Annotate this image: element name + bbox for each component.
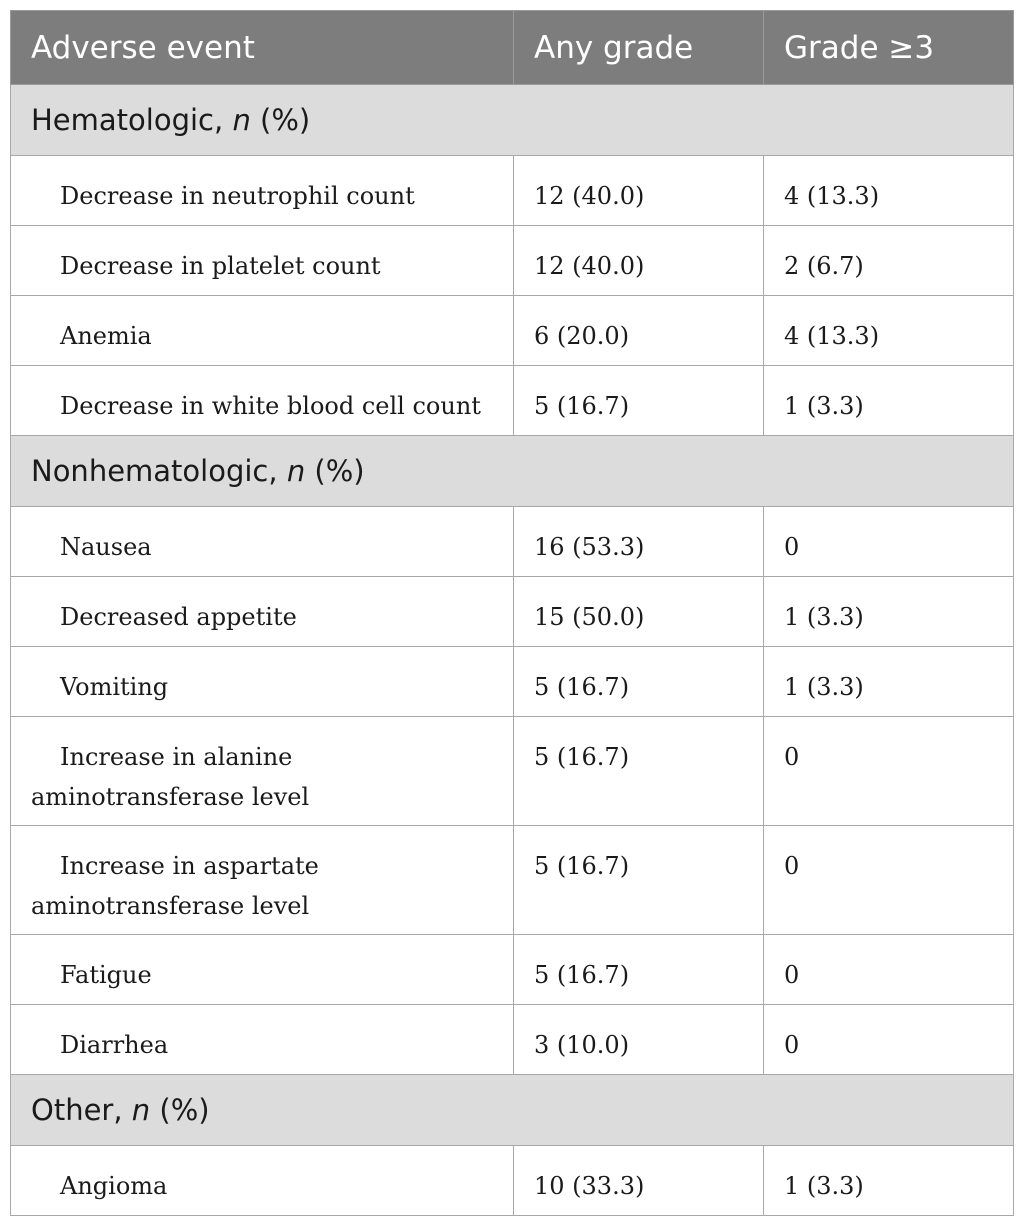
table-row bbox=[11, 226, 1014, 296]
event-cell: Fatigue bbox=[11, 935, 514, 1005]
table-row bbox=[11, 826, 1014, 935]
adverse-events-table bbox=[10, 10, 1014, 1216]
section-label: Hematologic, n (%) bbox=[11, 85, 1014, 156]
event-cell: Decrease in white blood cell count bbox=[11, 366, 514, 436]
grade3-cell: 1 (3.3) bbox=[764, 366, 1014, 436]
table-row bbox=[11, 1146, 1014, 1216]
any-grade-cell: 3 (10.0) bbox=[514, 1005, 764, 1075]
any-grade-cell: 5 (16.7) bbox=[514, 826, 764, 935]
grade3-cell: 0 bbox=[764, 717, 1014, 826]
section-label: Nonhematologic, n (%) bbox=[11, 436, 1014, 507]
any-grade-cell: 16 (53.3) bbox=[514, 507, 764, 577]
event-cell: Decrease in platelet count bbox=[11, 226, 514, 296]
grade3-cell: 0 bbox=[764, 1005, 1014, 1075]
event-cell: Increase in alanine aminotransferase level bbox=[11, 717, 514, 826]
header-grade-3: Grade ≥3 bbox=[764, 11, 1014, 85]
event-cell: Decreased appetite bbox=[11, 577, 514, 647]
table-row bbox=[11, 935, 1014, 1005]
grade3-cell: 0 bbox=[764, 507, 1014, 577]
event-cell: Vomiting bbox=[11, 647, 514, 717]
grade3-cell: 4 (13.3) bbox=[764, 156, 1014, 226]
any-grade-cell: 5 (16.7) bbox=[514, 647, 764, 717]
grade3-cell: 1 (3.3) bbox=[764, 1146, 1014, 1216]
section-row-other bbox=[11, 1075, 1014, 1146]
grade3-cell: 1 (3.3) bbox=[764, 647, 1014, 717]
header-adverse-event: Adverse event bbox=[11, 11, 514, 85]
any-grade-cell: 5 (16.7) bbox=[514, 717, 764, 826]
any-grade-cell: 6 (20.0) bbox=[514, 296, 764, 366]
event-cell: Angioma bbox=[11, 1146, 514, 1216]
table-row bbox=[11, 296, 1014, 366]
table-row bbox=[11, 1005, 1014, 1075]
any-grade-cell: 12 (40.0) bbox=[514, 156, 764, 226]
section-row-nonhematologic bbox=[11, 436, 1014, 507]
grade3-cell: 1 (3.3) bbox=[764, 577, 1014, 647]
any-grade-cell: 12 (40.0) bbox=[514, 226, 764, 296]
grade3-cell: 4 (13.3) bbox=[764, 296, 1014, 366]
header-any-grade: Any grade bbox=[514, 11, 764, 85]
grade3-cell: 0 bbox=[764, 935, 1014, 1005]
header-row bbox=[11, 11, 1014, 85]
event-cell: Anemia bbox=[11, 296, 514, 366]
event-cell: Decrease in neutrophil count bbox=[11, 156, 514, 226]
table-row bbox=[11, 366, 1014, 436]
table-row bbox=[11, 577, 1014, 647]
table-row bbox=[11, 507, 1014, 577]
event-cell: Diarrhea bbox=[11, 1005, 514, 1075]
grade3-cell: 2 (6.7) bbox=[764, 226, 1014, 296]
any-grade-cell: 5 (16.7) bbox=[514, 935, 764, 1005]
any-grade-cell: 5 (16.7) bbox=[514, 366, 764, 436]
grade3-cell: 0 bbox=[764, 826, 1014, 935]
table-row bbox=[11, 647, 1014, 717]
event-cell: Increase in aspartate aminotransferase level bbox=[11, 826, 514, 935]
event-cell: Nausea bbox=[11, 507, 514, 577]
any-grade-cell: 15 (50.0) bbox=[514, 577, 764, 647]
adverse-events-table-container bbox=[10, 10, 1013, 1216]
table-row bbox=[11, 717, 1014, 826]
section-label: Other, n (%) bbox=[11, 1075, 1014, 1146]
table-row bbox=[11, 156, 1014, 226]
section-row-hematologic bbox=[11, 85, 1014, 156]
any-grade-cell: 10 (33.3) bbox=[514, 1146, 764, 1216]
